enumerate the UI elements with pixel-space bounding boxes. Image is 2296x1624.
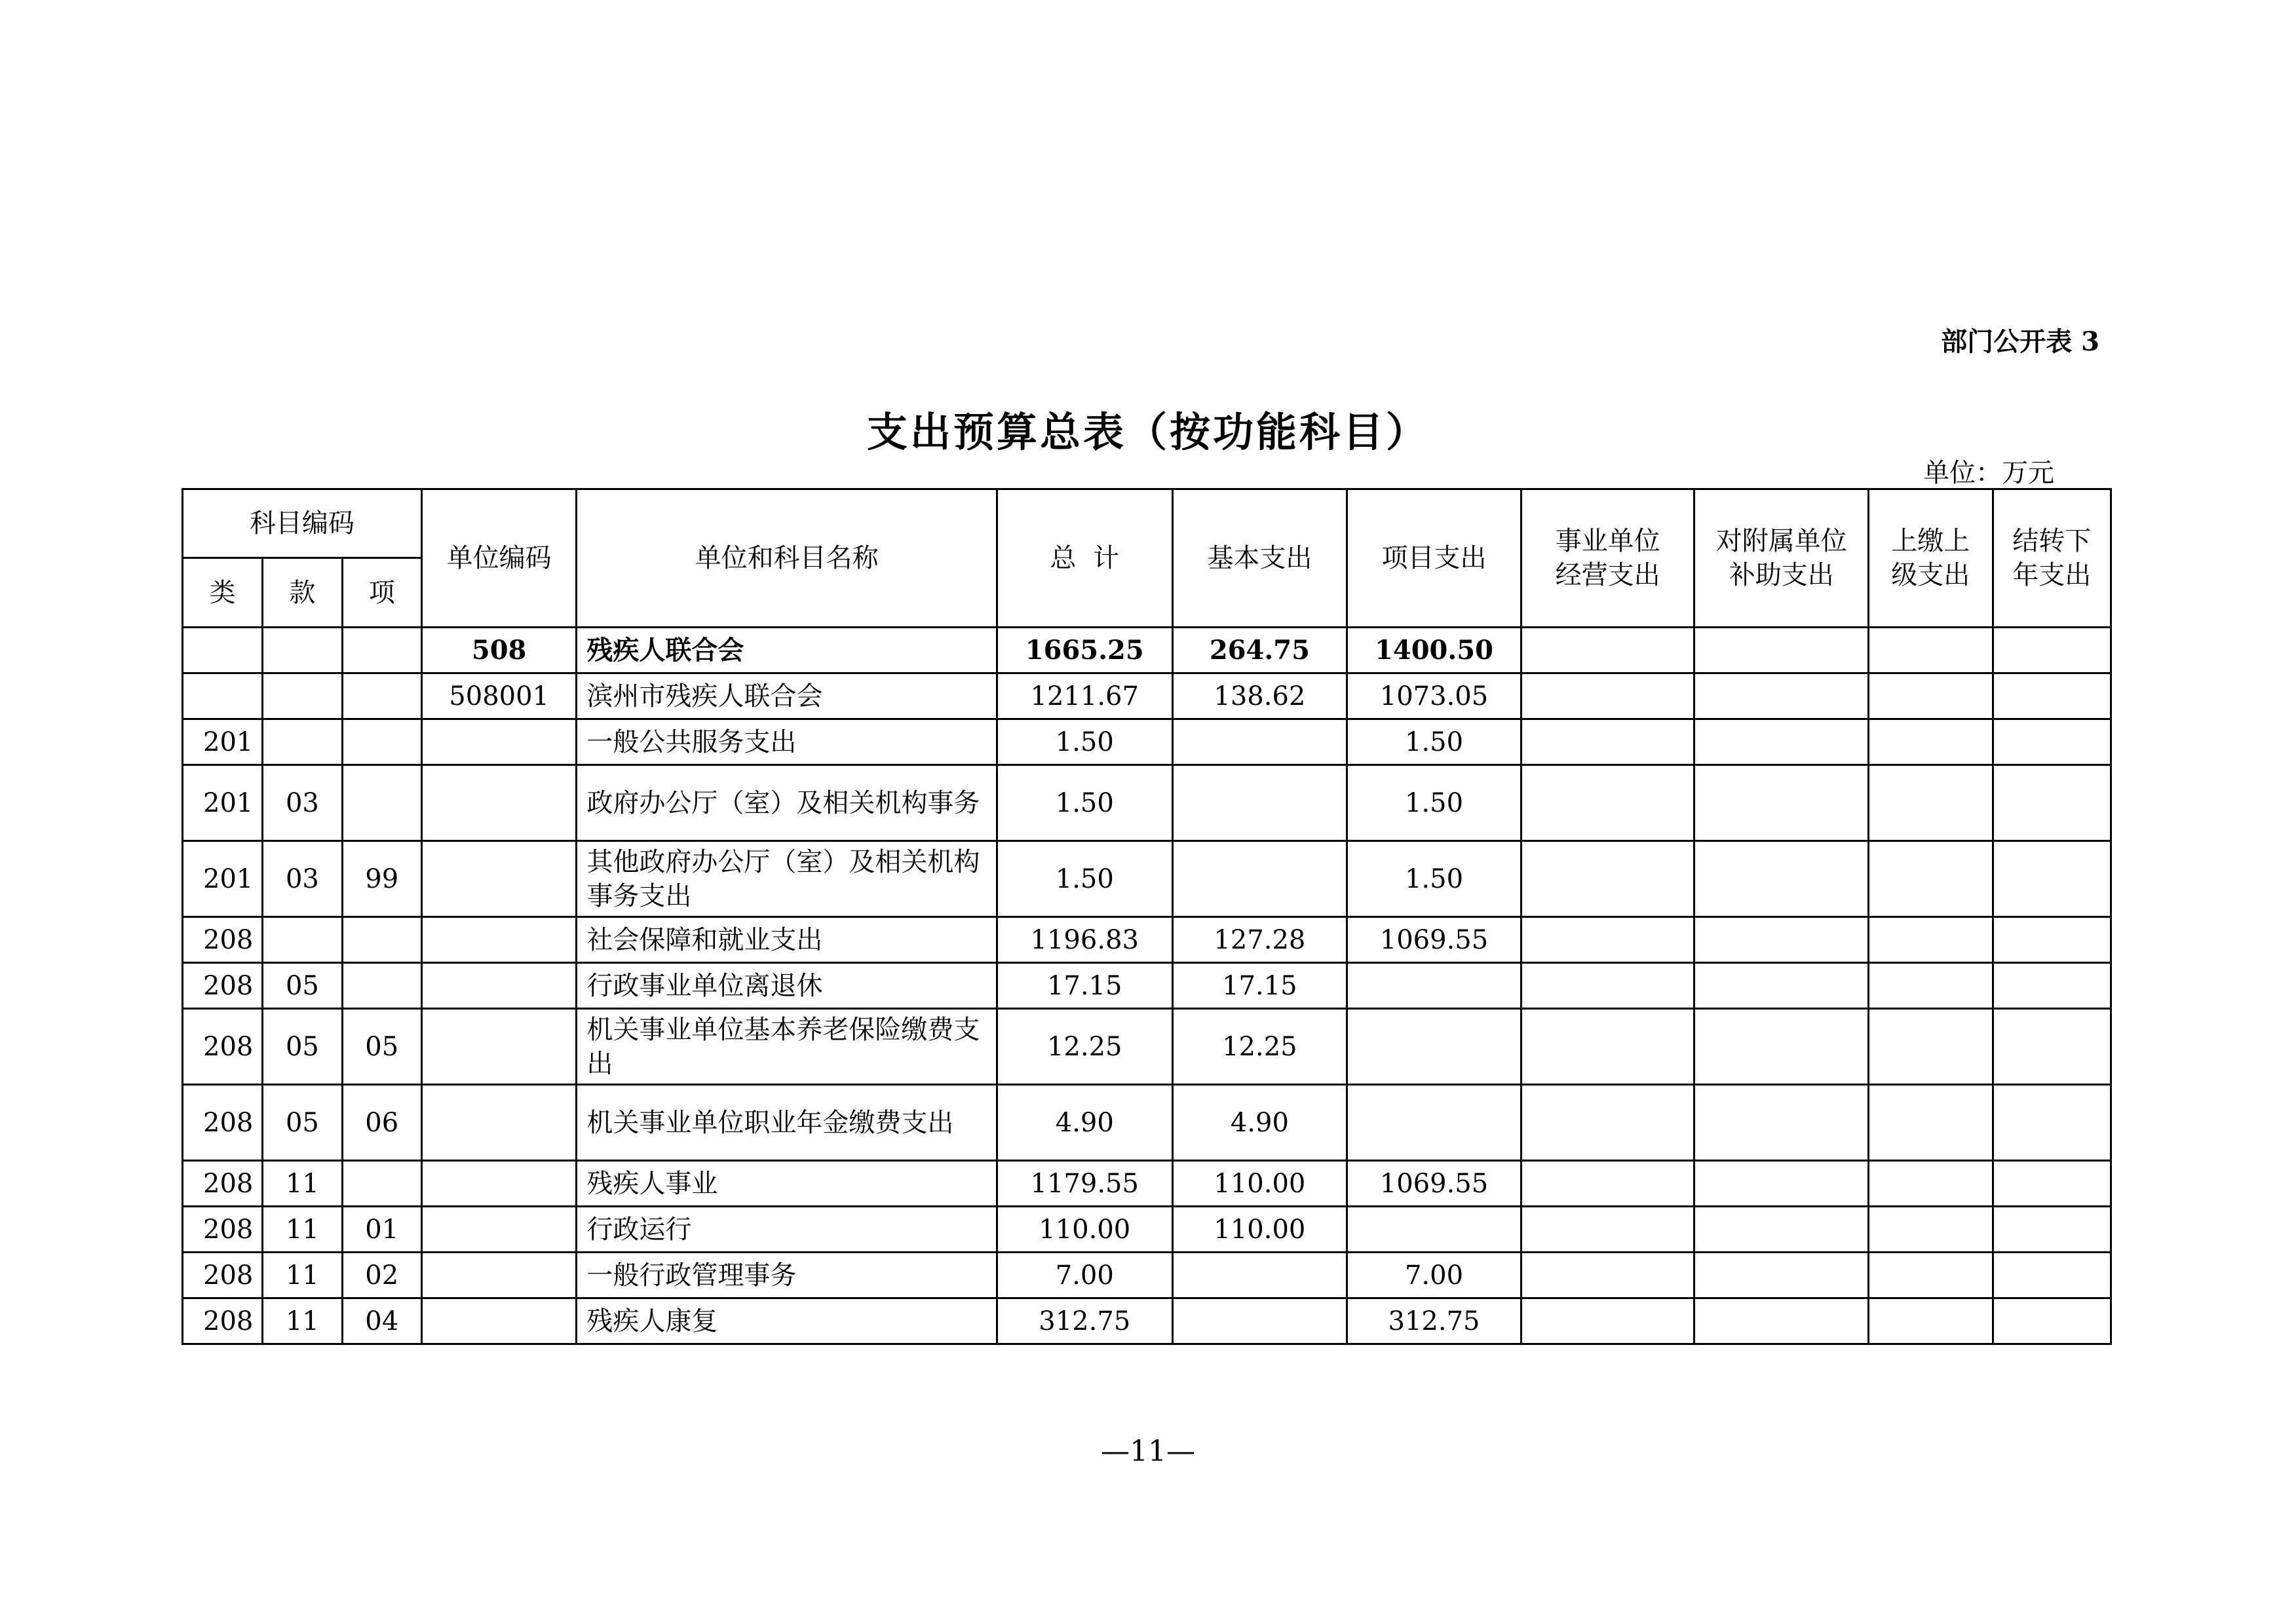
cell-kuan: 03 (263, 841, 342, 917)
cell-total: 312.75 (997, 1298, 1172, 1344)
cell-lei: 201 (183, 841, 263, 917)
cell-subsidy (1694, 917, 1869, 963)
cell-unit-code (421, 719, 577, 765)
cell-unit-code: 508001 (421, 673, 577, 719)
cell-kuan (263, 673, 342, 719)
header-lei: 类 (183, 558, 263, 628)
cell-project (1347, 1009, 1521, 1085)
cell-carry (1993, 917, 2111, 963)
cell-business (1521, 1207, 1694, 1253)
table-row (183, 1253, 2111, 1298)
cell-upper (1869, 628, 1993, 673)
header-upper: 上缴上 级支出 (1869, 489, 1993, 628)
cell-upper (1869, 1253, 1993, 1298)
cell-carry (1993, 1009, 2111, 1085)
cell-kuan: 11 (263, 1161, 342, 1207)
cell-upper (1869, 765, 1993, 841)
cell-subsidy (1694, 765, 1869, 841)
cell-basic: 12.25 (1172, 1009, 1347, 1085)
cell-lei: 208 (183, 1298, 263, 1344)
cell-basic: 110.00 (1172, 1207, 1347, 1253)
cell-carry (1993, 1161, 2111, 1207)
cell-project: 7.00 (1347, 1253, 1521, 1298)
cell-name: 社会保障和就业支出 (577, 917, 997, 963)
cell-kuan: 11 (263, 1207, 342, 1253)
cell-total: 1179.55 (997, 1161, 1172, 1207)
table-tag: 部门公开表 3 (1941, 326, 2099, 357)
cell-name: 残疾人联合会 (577, 628, 997, 673)
header-row-1 (183, 489, 2111, 558)
cell-basic (1172, 765, 1347, 841)
cell-xiang: 99 (342, 841, 421, 917)
cell-total: 12.25 (997, 1009, 1172, 1085)
cell-name: 残疾人康复 (577, 1298, 997, 1344)
cell-upper (1869, 1298, 1993, 1344)
cell-name: 一般行政管理事务 (577, 1253, 997, 1298)
cell-subsidy (1694, 1009, 1869, 1085)
header-basic: 基本支出 (1172, 489, 1347, 628)
cell-name: 政府办公厅（室）及相关机构事务 (577, 765, 997, 841)
cell-carry (1993, 719, 2111, 765)
cell-project: 1073.05 (1347, 673, 1521, 719)
cell-total: 1665.25 (997, 628, 1172, 673)
cell-xiang: 01 (342, 1207, 421, 1253)
table-row (183, 917, 2111, 963)
cell-upper (1869, 1085, 1993, 1161)
cell-unit-code (421, 963, 577, 1009)
header-carry: 结转下 年支出 (1993, 489, 2111, 628)
cell-lei: 201 (183, 765, 263, 841)
cell-name: 行政事业单位离退休 (577, 963, 997, 1009)
cell-carry (1993, 765, 2111, 841)
page-number: —11— (1101, 1435, 1195, 1468)
cell-xiang (342, 917, 421, 963)
cell-total: 4.90 (997, 1085, 1172, 1161)
cell-total: 1.50 (997, 841, 1172, 917)
cell-name: 行政运行 (577, 1207, 997, 1253)
cell-carry (1993, 841, 2111, 917)
cell-business (1521, 628, 1694, 673)
cell-business (1521, 841, 1694, 917)
cell-subsidy (1694, 673, 1869, 719)
cell-name: 滨州市残疾人联合会 (577, 673, 997, 719)
cell-subsidy (1694, 1298, 1869, 1344)
cell-business (1521, 1085, 1694, 1161)
cell-basic: 127.28 (1172, 917, 1347, 963)
cell-unit-code (421, 1207, 577, 1253)
cell-carry (1993, 1085, 2111, 1161)
cell-upper (1869, 1009, 1993, 1085)
table-row (183, 628, 2111, 673)
table-row (183, 841, 2111, 917)
page-title: 支出预算总表（按功能科目） (866, 408, 1429, 456)
unit-label: 单位：万元 (1923, 458, 2054, 488)
cell-business (1521, 1161, 1694, 1207)
cell-carry (1993, 1253, 2111, 1298)
table-row (183, 1207, 2111, 1253)
header-project: 项目支出 (1347, 489, 1521, 628)
cell-basic: 110.00 (1172, 1161, 1347, 1207)
cell-basic (1172, 841, 1347, 917)
header-kuan: 款 (263, 558, 342, 628)
cell-upper (1869, 719, 1993, 765)
cell-xiang (342, 765, 421, 841)
cell-subsidy (1694, 1207, 1869, 1253)
table-row (183, 1009, 2111, 1085)
cell-subsidy (1694, 1253, 1869, 1298)
cell-name: 其他政府办公厅（室）及相关机构事务支出 (577, 841, 997, 917)
table-row (183, 765, 2111, 841)
cell-project: 312.75 (1347, 1298, 1521, 1344)
cell-lei: 201 (183, 719, 263, 765)
cell-lei: 208 (183, 1009, 263, 1085)
cell-xiang: 02 (342, 1253, 421, 1298)
cell-upper (1869, 963, 1993, 1009)
cell-project (1347, 963, 1521, 1009)
cell-name: 机关事业单位职业年金缴费支出 (577, 1085, 997, 1161)
cell-kuan: 11 (263, 1253, 342, 1298)
cell-project (1347, 1085, 1521, 1161)
cell-lei: 208 (183, 1207, 263, 1253)
cell-lei (183, 673, 263, 719)
header-unit-code: 单位编码 (421, 489, 577, 628)
cell-xiang (342, 1161, 421, 1207)
cell-basic: 264.75 (1172, 628, 1347, 673)
table-row (183, 1161, 2111, 1207)
table-row (183, 1298, 2111, 1344)
cell-unit-code (421, 841, 577, 917)
cell-unit-code (421, 1298, 577, 1344)
cell-upper (1869, 841, 1993, 917)
table-row (183, 673, 2111, 719)
cell-lei: 208 (183, 917, 263, 963)
header-total: 总 计 (997, 489, 1172, 628)
cell-business (1521, 719, 1694, 765)
cell-kuan (263, 719, 342, 765)
cell-subsidy (1694, 963, 1869, 1009)
cell-kuan: 05 (263, 1009, 342, 1085)
header-name: 单位和科目名称 (577, 489, 997, 628)
cell-name: 残疾人事业 (577, 1161, 997, 1207)
cell-project (1347, 1207, 1521, 1253)
cell-business (1521, 963, 1694, 1009)
cell-subsidy (1694, 628, 1869, 673)
cell-unit-code (421, 917, 577, 963)
cell-total: 1.50 (997, 765, 1172, 841)
cell-total: 110.00 (997, 1207, 1172, 1253)
cell-subsidy (1694, 1085, 1869, 1161)
cell-kuan (263, 917, 342, 963)
cell-xiang: 06 (342, 1085, 421, 1161)
table-row (183, 1085, 2111, 1161)
cell-total: 1211.67 (997, 673, 1172, 719)
cell-subsidy (1694, 1161, 1869, 1207)
cell-xiang: 04 (342, 1298, 421, 1344)
cell-carry (1993, 963, 2111, 1009)
cell-basic: 138.62 (1172, 673, 1347, 719)
cell-xiang (342, 673, 421, 719)
cell-lei: 208 (183, 1161, 263, 1207)
cell-lei: 208 (183, 1085, 263, 1161)
cell-unit-code (421, 1253, 577, 1298)
cell-business (1521, 673, 1694, 719)
cell-unit-code (421, 1085, 577, 1161)
cell-unit-code: 508 (421, 628, 577, 673)
cell-business (1521, 1009, 1694, 1085)
cell-basic (1172, 719, 1347, 765)
cell-upper (1869, 1207, 1993, 1253)
cell-project: 1069.55 (1347, 1161, 1521, 1207)
cell-unit-code (421, 1161, 577, 1207)
cell-project: 1069.55 (1347, 917, 1521, 963)
cell-kuan: 11 (263, 1298, 342, 1344)
cell-lei: 208 (183, 1253, 263, 1298)
cell-unit-code (421, 765, 577, 841)
cell-xiang (342, 719, 421, 765)
cell-kuan (263, 628, 342, 673)
budget-table (182, 488, 2112, 1345)
cell-carry (1993, 628, 2111, 673)
cell-xiang (342, 963, 421, 1009)
cell-carry (1993, 1298, 2111, 1344)
cell-name: 一般公共服务支出 (577, 719, 997, 765)
table-body (183, 628, 2111, 1344)
cell-basic (1172, 1298, 1347, 1344)
cell-project: 1.50 (1347, 841, 1521, 917)
cell-lei (183, 628, 263, 673)
cell-project: 1400.50 (1347, 628, 1521, 673)
cell-upper (1869, 917, 1993, 963)
cell-upper (1869, 673, 1993, 719)
cell-project: 1.50 (1347, 765, 1521, 841)
cell-business (1521, 765, 1694, 841)
cell-total: 7.00 (997, 1253, 1172, 1298)
cell-business (1521, 1298, 1694, 1344)
cell-lei: 208 (183, 963, 263, 1009)
header-subject-code: 科目编码 (183, 489, 422, 558)
cell-project: 1.50 (1347, 719, 1521, 765)
cell-total: 17.15 (997, 963, 1172, 1009)
cell-basic: 4.90 (1172, 1085, 1347, 1161)
cell-basic: 17.15 (1172, 963, 1347, 1009)
cell-kuan: 05 (263, 963, 342, 1009)
cell-upper (1869, 1161, 1993, 1207)
cell-xiang: 05 (342, 1009, 421, 1085)
cell-carry (1993, 1207, 2111, 1253)
cell-subsidy (1694, 841, 1869, 917)
cell-unit-code (421, 1009, 577, 1085)
table-row (183, 719, 2111, 765)
cell-carry (1993, 673, 2111, 719)
cell-basic (1172, 1253, 1347, 1298)
cell-kuan: 05 (263, 1085, 342, 1161)
table-row (183, 963, 2111, 1009)
header-xiang: 项 (342, 558, 421, 628)
cell-total: 1196.83 (997, 917, 1172, 963)
cell-business (1521, 917, 1694, 963)
cell-name: 机关事业单位基本养老保险缴费支出 (577, 1009, 997, 1085)
cell-total: 1.50 (997, 719, 1172, 765)
header-subsidy: 对附属单位 补助支出 (1694, 489, 1869, 628)
cell-subsidy (1694, 719, 1869, 765)
header-business: 事业单位 经营支出 (1521, 489, 1694, 628)
cell-kuan: 03 (263, 765, 342, 841)
cell-xiang (342, 628, 421, 673)
cell-business (1521, 1253, 1694, 1298)
